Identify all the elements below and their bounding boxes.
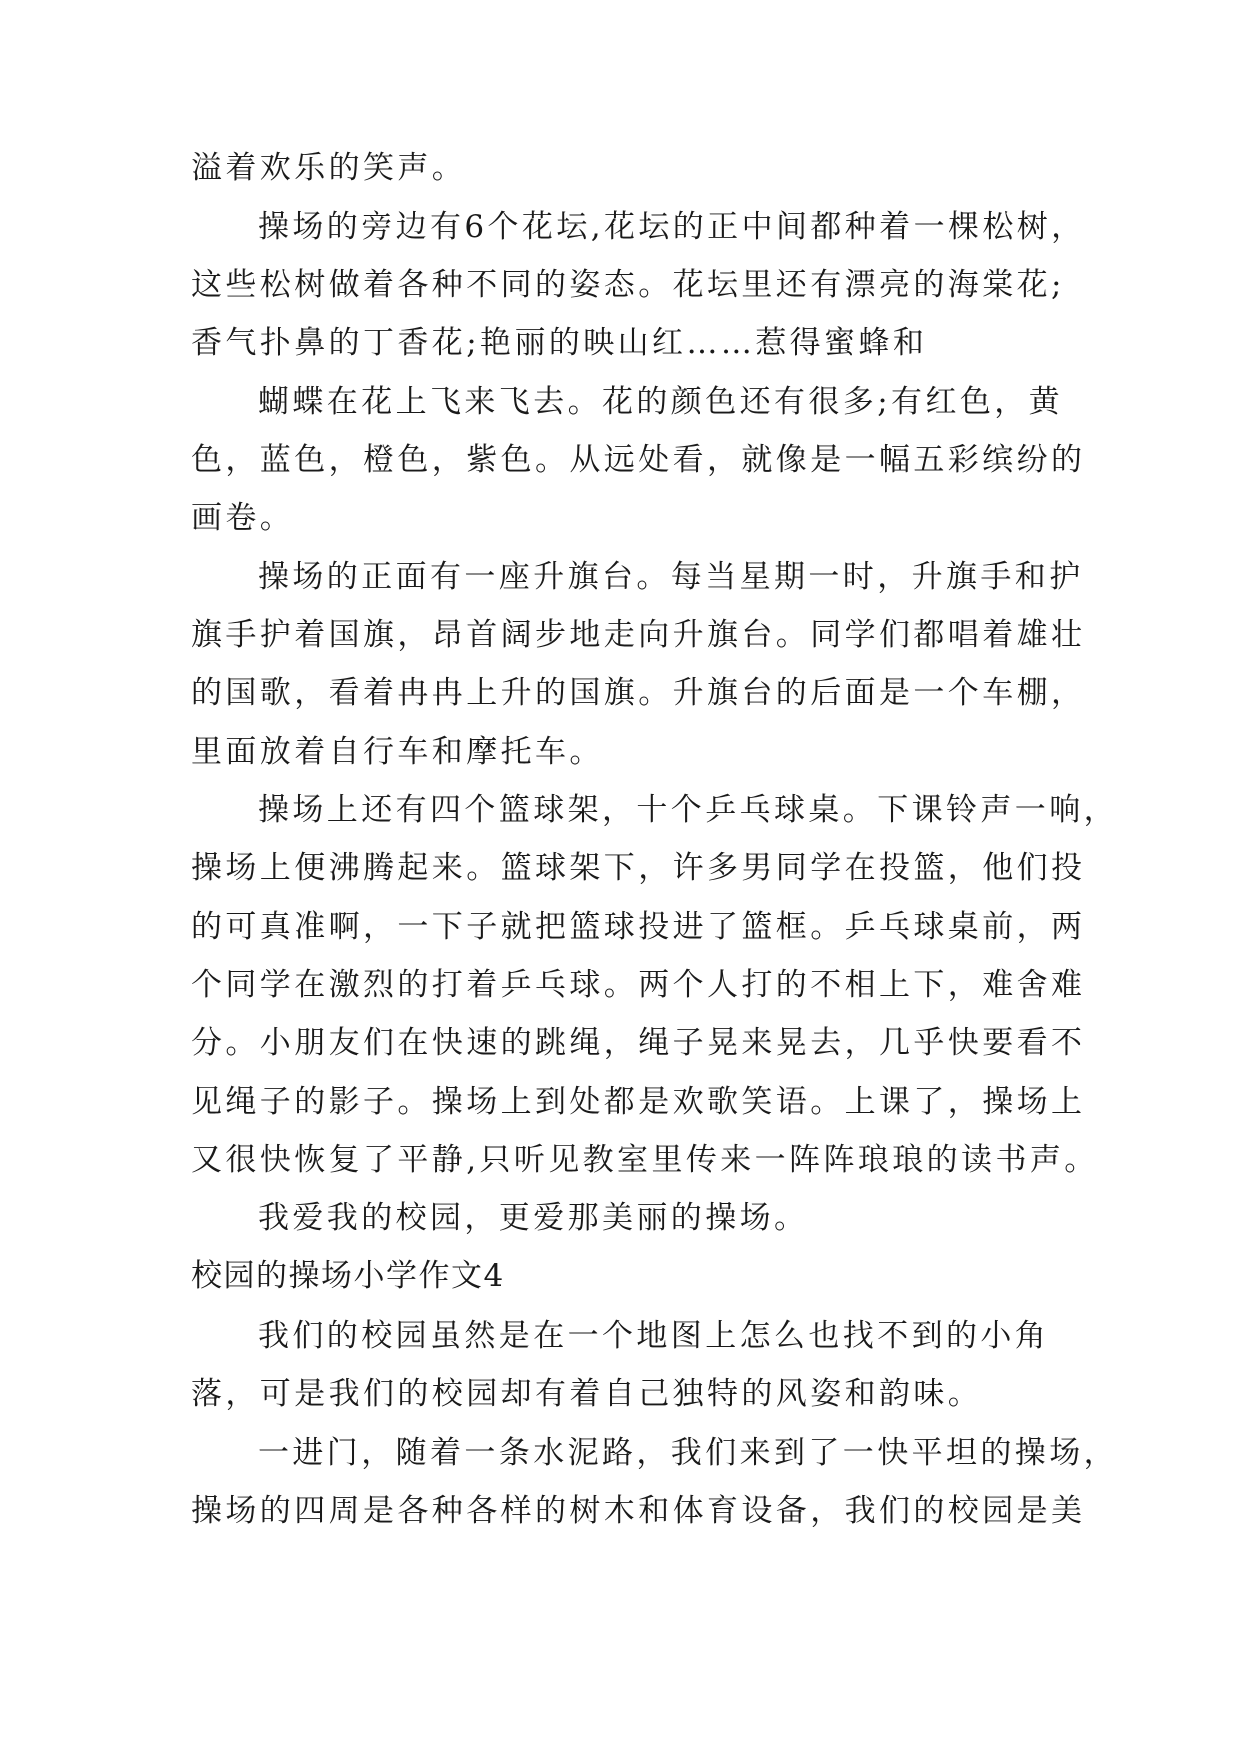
text-line: 操场的四周是各种各样的树木和体育设备，我们的校园是美	[191, 1493, 1086, 1529]
paragraph-line: 我爱我的校园，更爱那美丽的操场。	[258, 1200, 809, 1236]
text-line: 溢着欢乐的笑声。	[191, 150, 467, 186]
text-line: 又很快恢复了平静,只听见教室里传来一阵阵琅琅的读书声。	[191, 1142, 1099, 1178]
text-line: 这些松树做着各种不同的姿态。花坛里还有漂亮的海棠花;	[191, 267, 1065, 303]
text-line: 分。小朋友们在快速的跳绳，绳子晃来晃去，几乎快要看不	[191, 1025, 1086, 1061]
text-line: 里面放着自行车和摩托车。	[191, 734, 604, 770]
paragraph-line: 操场的正面有一座升旗台。每当星期一时，升旗手和护	[258, 559, 1084, 595]
text-line: 的可真准啊，一下子就把篮球投进了篮框。乒乓球桌前，两	[191, 909, 1086, 945]
paragraph-line: 操场上还有四个篮球架，十个乒乓球桌。下课铃声一响，	[258, 792, 1118, 828]
text-line: 旗手护着国旗，昂首阔步地走向升旗台。同学们都唱着雄壮	[191, 617, 1086, 653]
text-line: 香气扑鼻的丁香花;艳丽的映山红……惹得蜜蜂和	[191, 325, 928, 361]
text-line: 操场上便沸腾起来。篮球架下，许多男同学在投篮，他们投	[191, 850, 1086, 886]
paragraph-line: 操场的旁边有6个花坛,花坛的正中间都种着一棵松树，	[258, 209, 1086, 245]
text-line: 画卷。	[191, 500, 295, 536]
section-heading: 校园的操场小学作文4	[191, 1258, 505, 1294]
text-line: 落，可是我们的校园却有着自己独特的风姿和韵味。	[191, 1376, 983, 1412]
text-line: 色，蓝色，橙色，紫色。从远处看，就像是一幅五彩缤纷的	[191, 442, 1086, 478]
text-line: 见绳子的影子。操场上到处都是欢歌笑语。上课了，操场上	[191, 1084, 1086, 1120]
paragraph-line: 我们的校园虽然是在一个地图上怎么也找不到的小角	[258, 1318, 1050, 1354]
text-line: 个同学在激烈的打着乒乓球。两个人打的不相上下，难舍难	[191, 967, 1086, 1003]
text-line: 的国歌，看着冉冉上升的国旗。升旗台的后面是一个车棚，	[191, 675, 1086, 711]
paragraph-line: 一进门，随着一条水泥路，我们来到了一快平坦的操场，	[258, 1435, 1118, 1471]
paragraph-line: 蝴蝶在花上飞来飞去。花的颜色还有很多;有红色，黄	[258, 384, 1064, 420]
